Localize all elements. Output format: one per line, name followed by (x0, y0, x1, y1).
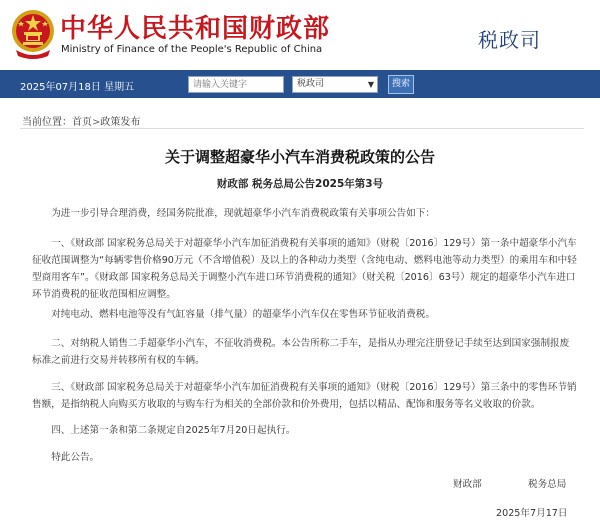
national-emblem-icon (10, 6, 56, 60)
document-number: 财政部 税务总局公告2025年第3号 (216, 178, 384, 190)
article-paragraph-closing: 特此公告。 (51, 452, 100, 463)
search-bar (0, 70, 600, 98)
breadcrumb-home[interactable]: 首页 (72, 117, 92, 128)
breadcrumb-current[interactable]: 政策发布 (100, 117, 141, 128)
site-title: 中华人民共和国财政部 (60, 14, 331, 44)
search-scope-select[interactable] (292, 76, 378, 93)
article-paragraph-4: 三、《财政部 国家税务总局关于对超豪华小汽车加征消费税有关事项的通知》（财税〔2016〕129号）第三条中的零售环节销售额，是指纳税人向购买方收取的与购车行为相关的全部价款和价外费用，包括以精品、配饰和服务等名义收取的价款。 (32, 382, 577, 410)
signatory-mof: 财政部 (453, 479, 482, 490)
breadcrumb-separator: > (92, 117, 101, 128)
search-input[interactable] (188, 76, 284, 93)
site-header (0, 0, 600, 68)
article-paragraph-intro: 为进一步引导合理消费，经国务院批准，现就超豪华小汽车消费税政策有关事项公告如下： (51, 208, 435, 219)
article-paragraph-1: 一、《财政部 国家税务总局关于对超豪华小汽车加征消费税有关事项的通知》（财税〔2016〕129号）第一条中超豪华小汽车征收范围调整为“每辆零售价格90万元（不含增值税）及以上的各种动力类型（含纯电动、燃料电池等动力类型）的乘用车和中轻型商用客车”。《财政部 国家税务总局关于调整小汽车进口环节消费税的通知》（财关税〔2016〕63号）规定的超豪华小汽车进口环节消费税的征收范围相应调整。 (32, 238, 577, 300)
search-button[interactable]: 搜索 (388, 75, 414, 94)
article-paragraph-2: 对纯电动、燃料电池等没有气缸容量（排气量）的超豪华小汽车仅在零售环节征收消费税。 (51, 309, 435, 320)
article-paragraph-3: 二、对纳税人销售二手超豪华小汽车，不征收消费税。本公告所称二手车，是指从办理完注册登记手续至达到国家强制报废标准之前进行交易并转移所有权的车辆。 (32, 338, 570, 366)
article-title: 关于调整超豪华小汽车消费税政策的公告 (164, 148, 435, 166)
section-name[interactable]: 税政司 (478, 28, 541, 52)
current-date: 2025年07月18日 星期五 (20, 82, 135, 93)
site-title-english: Ministry of Finance of the People's Republic of China (61, 44, 323, 55)
chevron-down-icon: ▼ (367, 80, 374, 89)
signature-date: 2025年7月17日 (496, 508, 568, 519)
breadcrumb (22, 113, 140, 128)
article-paragraph-5: 四、上述第一条和第二条规定自2025年7月20日起执行。 (51, 425, 296, 436)
search-scope-value: 税政司 (297, 79, 325, 89)
signatory-sat: 税务总局 (528, 479, 567, 490)
breadcrumb-prefix: 当前位置： (22, 117, 72, 128)
divider (20, 128, 584, 129)
